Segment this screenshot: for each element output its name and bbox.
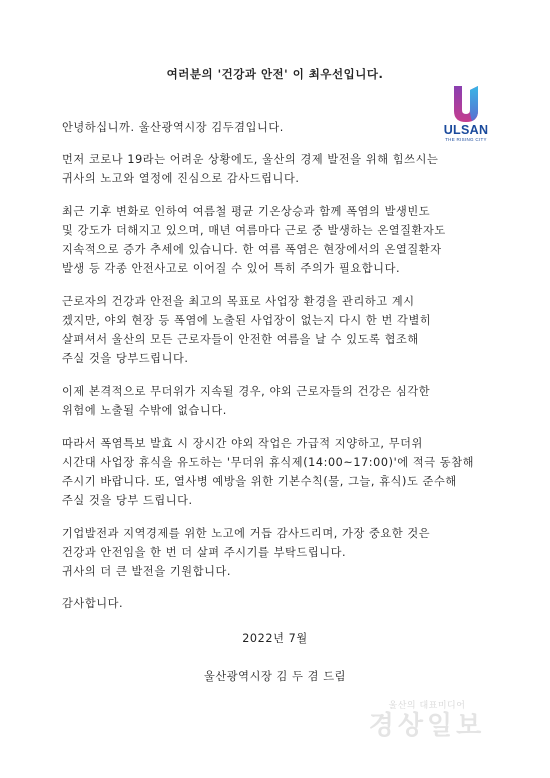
paragraph-2: 최근 기후 변화로 인하여 여름철 평균 기온상승과 함께 폭염의 발생빈도 및 강도가 더해지고 있으며, 매년 여름마다 근로 중 발생하는 온열질환자도 지속적으로 증가 추세에 있습니다. 한 여름 폭염은 현장에서의 온열질환자 발생 등 각종 안전사고로 이어질 수 있어 특히 주의가 필요합니다. bbox=[62, 205, 446, 275]
paragraph-1: 먼저 코로나 19라는 어려운 상황에도, 울산의 경제 발전을 위해 힘쓰시는 귀사의 노고와 열정에 진심으로 감사드립니다. bbox=[62, 153, 439, 185]
logo-tagline: THE RISING CITY bbox=[445, 137, 487, 142]
paragraph-4: 이제 본격적으로 무더위가 지속될 경우, 야외 근로자들의 건강은 심각한 위험에 노출될 수밖에 없습니다. bbox=[62, 385, 431, 417]
paragraph-5: 따라서 폭염특보 발효 시 장시간 야외 작업은 가급적 지양하고, 무더위 시간대 사업장 휴식을 유도하는 '무더위 휴식제(14:00~17:00)'에 적극 동참해 주시기 바랍니다. 또, 열사병 예방을 위한 기본수칙(물, 그늘, 휴식)도 준수해 주실 것을 당부 드립니다. bbox=[62, 437, 475, 507]
paragraph-3: 근로자의 건강과 안전을 최고의 목표로 사업장 환경을 관리하고 계시 겠지만, 야외 현장 등 폭염에 노출된 사업장이 없는지 다시 한 번 각별히 살펴셔서 울산의 모든 근로자들이 안전한 여름을 날 수 있도록 협조해 주실 것을 당부드립니다. bbox=[62, 295, 432, 365]
watermark-small-text: 울산의 대표미디어 bbox=[388, 701, 466, 711]
letter-date: 2022년 7월 bbox=[242, 632, 308, 645]
paragraph-closing: 감사합니다. bbox=[62, 597, 124, 610]
letter-title: 여러분의 '건강과 안전' 이 최우선입니다. bbox=[166, 67, 384, 81]
paragraph-6: 기업발전과 지역경제를 위한 노고에 거듭 감사드리며, 가장 중요한 것은 건강과 안전임을 한 번 더 살펴 주시기를 부탁드립니다. 귀사의 더 큰 발전을 기원합니다. bbox=[62, 527, 431, 578]
watermark-logo-text: 경상일보 bbox=[368, 711, 486, 741]
logo-brand-text: ULSAN bbox=[443, 123, 489, 137]
newspaper-watermark bbox=[312, 698, 542, 741]
letter-signature: 울산광역시장 김 두 겸 드림 bbox=[203, 670, 347, 683]
paragraph-greeting: 안녕하십니까. 울산광역시장 김두겸입니다. bbox=[62, 121, 284, 134]
